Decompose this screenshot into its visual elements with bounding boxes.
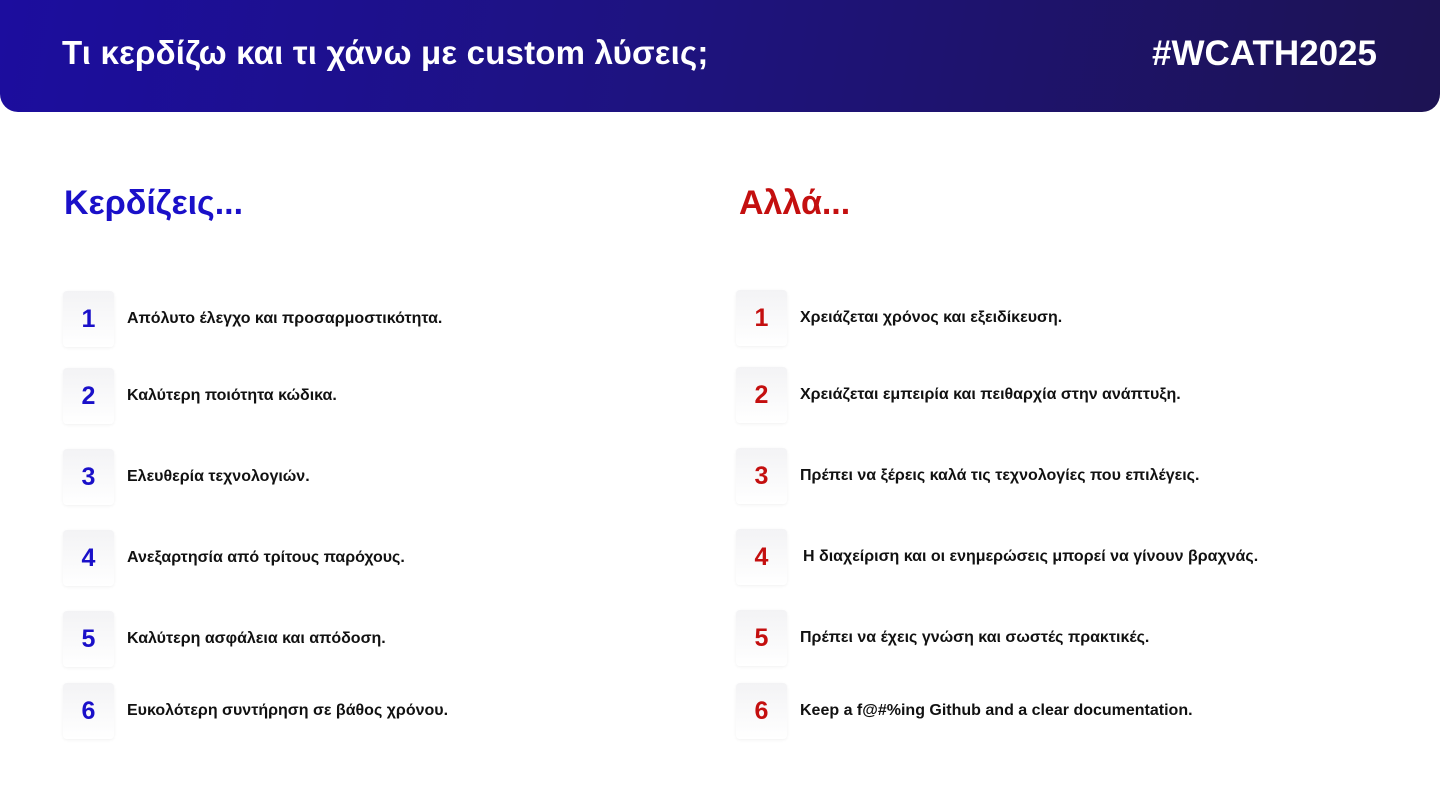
cons-item-text: Χρειάζεται εμπειρία και πειθαρχία στην ανάπτυξη. (800, 386, 1181, 403)
pros-number-badge: 5 (63, 611, 114, 667)
event-hashtag: #WCATH2025 (1152, 34, 1377, 73)
pros-item (63, 611, 386, 667)
cons-item-text: Η διαχείριση και οι ενημερώσεις μπορεί να γίνουν βραχνάς. (803, 548, 1259, 565)
cons-item (736, 290, 1062, 346)
pros-item-text: Ευκολότερη συντήρηση σε βάθος χρόνου. (127, 702, 449, 719)
pros-number-badge: 2 (63, 368, 114, 424)
cons-number-badge: 3 (736, 448, 787, 504)
pros-number-badge: 3 (63, 449, 114, 505)
pros-item (63, 368, 337, 424)
pros-item-text: Καλύτερη ασφάλεια και απόδοση. (127, 630, 386, 647)
pros-item-text: Απόλυτο έλεγχο και προσαρμοστικότητα. (127, 310, 443, 327)
pros-number-badge: 6 (63, 683, 114, 739)
pros-item (63, 291, 442, 347)
cons-item (736, 448, 1199, 504)
pros-item-text: Καλύτερη ποιότητα κώδικα. (127, 387, 337, 404)
pros-item (63, 683, 448, 739)
cons-number-badge: 6 (736, 683, 787, 739)
pros-item (63, 530, 405, 586)
pros-item-text: Ανεξαρτησία από τρίτους παρόχους. (127, 549, 405, 566)
cons-item (736, 683, 1193, 739)
cons-item (736, 529, 1258, 585)
cons-item (736, 367, 1181, 423)
pros-heading: Κερδίζεις... (64, 184, 244, 222)
slide-title: Τι κερδίζω και τι χάνω με custom λύσεις; (62, 34, 709, 71)
cons-item-text: Keep a f@#%ing Github and a clear documentation. (800, 702, 1193, 719)
pros-item-text: Ελευθερία τεχνολογιών. (127, 468, 310, 485)
cons-item-text: Πρέπει να ξέρεις καλά τις τεχνολογίες που επιλέγεις. (800, 467, 1200, 484)
pros-number-badge: 4 (63, 530, 114, 586)
pros-item (63, 449, 310, 505)
cons-number-badge: 4 (736, 529, 787, 585)
cons-number-badge: 2 (736, 367, 787, 423)
header-banner (0, 0, 1440, 112)
cons-heading: Αλλά... (739, 184, 851, 222)
cons-number-badge: 1 (736, 290, 787, 346)
cons-item (736, 610, 1149, 666)
cons-item-text: Πρέπει να έχεις γνώση και σωστές πρακτικές. (800, 629, 1150, 646)
cons-number-badge: 5 (736, 610, 787, 666)
cons-item-text: Χρειάζεται χρόνος και εξειδίκευση. (800, 309, 1063, 326)
pros-number-badge: 1 (63, 291, 114, 347)
